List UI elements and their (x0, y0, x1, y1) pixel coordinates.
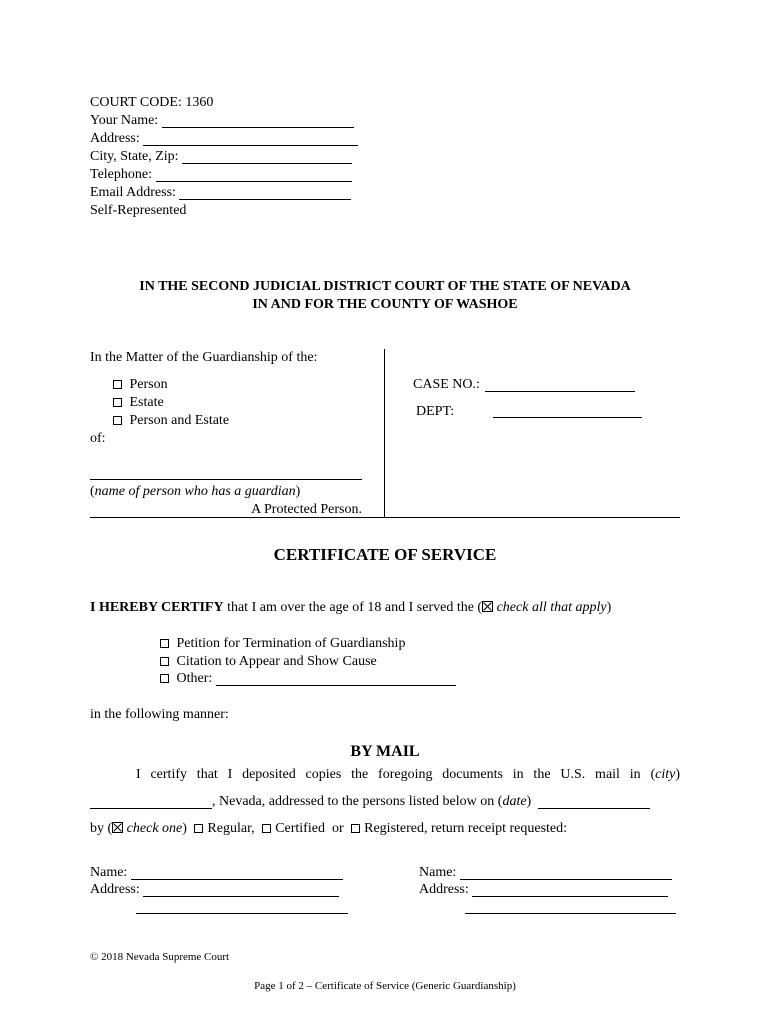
recipient-1-address-row (90, 881, 339, 898)
caption-bottom-rule (90, 517, 680, 518)
address-field[interactable] (143, 132, 358, 146)
recipient-1-address-label: Address: (90, 882, 140, 897)
recipient-2-address-line2-field[interactable] (465, 900, 676, 914)
email-label: Email Address: (90, 185, 176, 200)
recipient-2-address-row (419, 881, 668, 898)
email-row (90, 184, 351, 201)
recipient-1-address-field[interactable] (143, 883, 339, 897)
email-field[interactable] (179, 186, 351, 200)
by-mail-heading: BY MAIL (350, 743, 420, 760)
other-field[interactable] (216, 672, 456, 686)
recipient-1-name-label: Name: (90, 865, 128, 880)
served-item-petition-label: Petition for Termination of Guardianship (176, 636, 406, 651)
served-item-citation-label: Citation to Appear and Show Cause (176, 654, 377, 669)
option-registered-label: Registered, return receipt requested: (364, 821, 568, 836)
certify-statement: I HEREBY CERTIFY that I am over the age of 18 and I served the ( check all that apply) (90, 600, 612, 615)
option-person-and-estate[interactable] (113, 412, 229, 429)
served-item-other-label: Other: (176, 671, 213, 686)
protected-person-label: A Protected Person. (251, 502, 362, 517)
document-title: CERTIFICATE OF SERVICE (273, 545, 497, 564)
option-estate[interactable] (113, 394, 164, 411)
address-row (90, 130, 358, 147)
city-label: City, State, Zip: (90, 149, 179, 164)
option-person-and-estate-label: Person and Estate (129, 413, 230, 428)
mail-line-3: by ( check one) Regular, Certified or Registered, return receipt requested: (90, 821, 568, 836)
recipient-2-address-field[interactable] (472, 883, 668, 897)
option-estate-label: Estate (129, 395, 164, 410)
caption-vertical-divider (384, 349, 385, 517)
address-label: Address: (90, 131, 140, 146)
your-name-field[interactable] (162, 114, 354, 128)
court-code: COURT CODE: 1360 (90, 95, 214, 110)
court-title-line1: IN THE SECOND JUDICIAL DISTRICT COURT OF THE STATE OF NEVADA (139, 279, 631, 294)
court-title-line2: IN AND FOR THE COUNTY OF WASHOE (252, 297, 518, 312)
checkbox-petition[interactable] (160, 639, 169, 648)
mail-city-field[interactable] (90, 795, 212, 809)
checkbox-certified[interactable] (262, 824, 271, 833)
manner-text: in the following manner: (90, 707, 229, 722)
your-name-label: Your Name: (90, 113, 159, 128)
dept-field[interactable] (493, 404, 642, 418)
name-hint: (name of person who has a guardian) (90, 484, 301, 499)
checkbox-person[interactable] (113, 380, 122, 389)
option-certified-label: Certified (275, 821, 325, 836)
telephone-field[interactable] (156, 168, 352, 182)
checkbox-person-and-estate[interactable] (113, 416, 122, 425)
recipient-1-name-row (90, 864, 343, 881)
recipient-1-name-field[interactable] (131, 866, 343, 880)
recipient-2-name-field[interactable] (460, 866, 672, 880)
of-label: of: (90, 431, 106, 446)
city-row (90, 148, 352, 165)
footer-page-info: Page 1 of 2 – Certificate of Service (Generic Guardianship) (254, 980, 516, 992)
your-name-row (90, 112, 354, 129)
dept-label: DEPT: (416, 404, 455, 419)
option-person-label: Person (129, 377, 168, 392)
case-no-label: CASE NO.: (413, 377, 480, 392)
served-item-petition[interactable] (160, 635, 405, 652)
city-state-zip-field[interactable] (182, 150, 352, 164)
checkbox-other[interactable] (160, 674, 169, 683)
recipient-2-name-row (419, 864, 672, 881)
checkbox-registered[interactable] (351, 824, 360, 833)
option-person[interactable] (113, 376, 168, 393)
case-no-row (413, 376, 635, 393)
served-item-other[interactable] (160, 670, 456, 687)
option-regular-label: Regular, (207, 821, 255, 836)
checkbox-regular[interactable] (194, 824, 203, 833)
footer-copyright: © 2018 Nevada Supreme Court (90, 951, 230, 963)
recipient-2-address-label: Address: (419, 882, 469, 897)
case-no-field[interactable] (485, 378, 635, 392)
matter-text: In the Matter of the Guardianship of the: (90, 350, 318, 365)
mail-date-field[interactable] (538, 795, 650, 809)
x-checkbox-icon (482, 601, 493, 612)
checkbox-estate[interactable] (113, 398, 122, 407)
telephone-label: Telephone: (90, 167, 152, 182)
mail-line-2: , Nevada, addressed to the persons listed below on (date) (90, 793, 650, 810)
telephone-row (90, 166, 352, 183)
self-represented: Self-Represented (90, 203, 187, 218)
served-item-citation[interactable] (160, 653, 377, 670)
protected-person-name-field[interactable] (90, 466, 362, 480)
recipient-1-address-line2-field[interactable] (136, 900, 348, 914)
x-checkbox-icon (112, 822, 123, 833)
mail-line-1: I certify that I deposited copies the foregoing documents in the U.S. mail in (city) (136, 767, 680, 782)
checkbox-citation[interactable] (160, 657, 169, 666)
recipient-2-name-label: Name: (419, 865, 457, 880)
